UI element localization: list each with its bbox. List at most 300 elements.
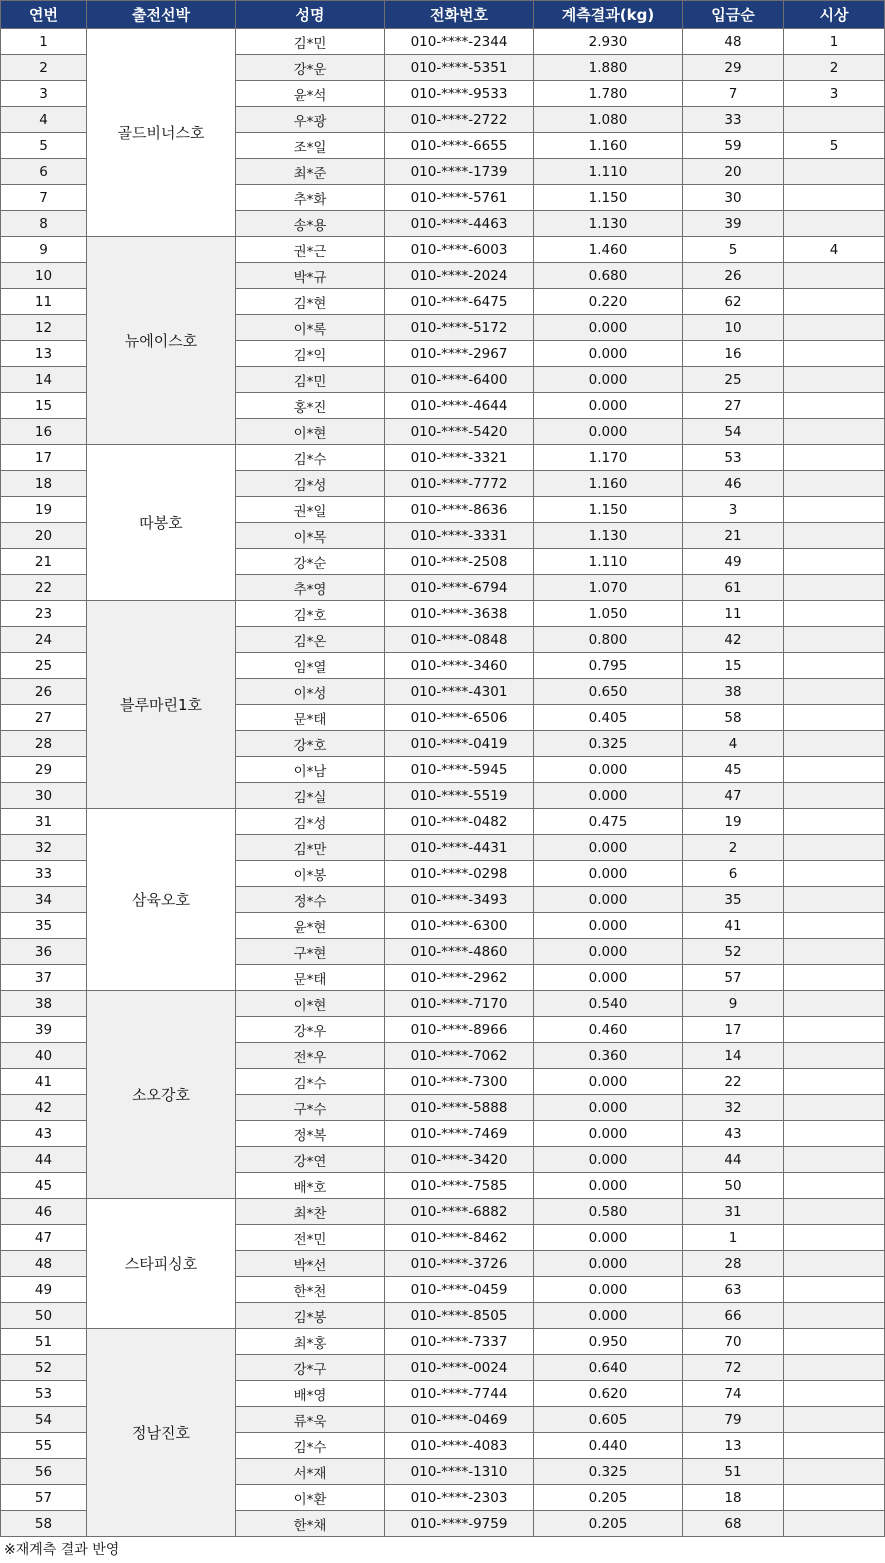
cell-weight: 0.000	[534, 315, 683, 341]
cell-no: 4	[1, 107, 87, 133]
cell-award	[784, 419, 885, 445]
cell-deposit-order: 54	[683, 419, 784, 445]
cell-weight: 0.220	[534, 289, 683, 315]
cell-weight: 0.800	[534, 627, 683, 653]
cell-deposit-order: 66	[683, 1303, 784, 1329]
cell-phone: 010-****-3726	[385, 1251, 534, 1277]
header-deposit-order: 입금순	[683, 1, 784, 29]
cell-award	[784, 1381, 885, 1407]
cell-no: 55	[1, 1433, 87, 1459]
cell-no: 9	[1, 237, 87, 263]
cell-no: 41	[1, 1069, 87, 1095]
cell-phone: 010-****-4644	[385, 393, 534, 419]
cell-no: 56	[1, 1459, 87, 1485]
cell-award	[784, 991, 885, 1017]
cell-award	[784, 185, 885, 211]
cell-weight: 1.780	[534, 81, 683, 107]
cell-no: 21	[1, 549, 87, 575]
cell-phone: 010-****-0298	[385, 861, 534, 887]
cell-name: 배*영	[236, 1381, 385, 1407]
cell-deposit-order: 35	[683, 887, 784, 913]
cell-award	[784, 731, 885, 757]
cell-no: 5	[1, 133, 87, 159]
cell-award	[784, 601, 885, 627]
cell-award	[784, 445, 885, 471]
cell-no: 58	[1, 1511, 87, 1537]
cell-weight: 0.680	[534, 263, 683, 289]
cell-phone: 010-****-0469	[385, 1407, 534, 1433]
cell-award	[784, 263, 885, 289]
cell-phone: 010-****-3321	[385, 445, 534, 471]
cell-award	[784, 523, 885, 549]
cell-phone: 010-****-2967	[385, 341, 534, 367]
cell-phone: 010-****-2344	[385, 29, 534, 55]
cell-weight: 0.000	[534, 887, 683, 913]
cell-name: 김*현	[236, 289, 385, 315]
cell-deposit-order: 15	[683, 653, 784, 679]
cell-phone: 010-****-7772	[385, 471, 534, 497]
cell-award: 2	[784, 55, 885, 81]
cell-name: 송*용	[236, 211, 385, 237]
cell-name: 이*환	[236, 1485, 385, 1511]
cell-phone: 010-****-0848	[385, 627, 534, 653]
cell-no: 39	[1, 1017, 87, 1043]
cell-name: 임*열	[236, 653, 385, 679]
cell-name: 김*민	[236, 367, 385, 393]
cell-name: 강*호	[236, 731, 385, 757]
cell-name: 문*태	[236, 965, 385, 991]
cell-no: 27	[1, 705, 87, 731]
cell-no: 13	[1, 341, 87, 367]
cell-phone: 010-****-6794	[385, 575, 534, 601]
cell-deposit-order: 33	[683, 107, 784, 133]
cell-weight: 0.000	[534, 1303, 683, 1329]
cell-award	[784, 965, 885, 991]
cell-deposit-order: 79	[683, 1407, 784, 1433]
cell-name: 권*근	[236, 237, 385, 263]
cell-name: 김*성	[236, 809, 385, 835]
cell-deposit-order: 59	[683, 133, 784, 159]
cell-deposit-order: 21	[683, 523, 784, 549]
cell-weight: 0.000	[534, 341, 683, 367]
header-award: 시상	[784, 1, 885, 29]
cell-deposit-order: 17	[683, 1017, 784, 1043]
boat-cell: 블루마린1호	[87, 601, 236, 809]
cell-award	[784, 1199, 885, 1225]
cell-name: 한*채	[236, 1511, 385, 1537]
cell-deposit-order: 30	[683, 185, 784, 211]
cell-deposit-order: 3	[683, 497, 784, 523]
cell-name: 배*호	[236, 1173, 385, 1199]
cell-phone: 010-****-5519	[385, 783, 534, 809]
cell-award	[784, 1147, 885, 1173]
cell-award	[784, 107, 885, 133]
cell-phone: 010-****-6400	[385, 367, 534, 393]
table-row	[1, 1199, 885, 1225]
cell-phone: 010-****-5172	[385, 315, 534, 341]
cell-weight: 1.050	[534, 601, 683, 627]
cell-phone: 010-****-4301	[385, 679, 534, 705]
cell-phone: 010-****-3493	[385, 887, 534, 913]
cell-phone: 010-****-6655	[385, 133, 534, 159]
cell-name: 박*선	[236, 1251, 385, 1277]
cell-weight: 0.000	[534, 835, 683, 861]
cell-deposit-order: 11	[683, 601, 784, 627]
cell-phone: 010-****-6300	[385, 913, 534, 939]
cell-name: 이*남	[236, 757, 385, 783]
cell-deposit-order: 18	[683, 1485, 784, 1511]
cell-phone: 010-****-0024	[385, 1355, 534, 1381]
cell-weight: 1.070	[534, 575, 683, 601]
cell-phone: 010-****-1310	[385, 1459, 534, 1485]
cell-award	[784, 549, 885, 575]
cell-award: 5	[784, 133, 885, 159]
cell-no: 23	[1, 601, 87, 627]
cell-phone: 010-****-7170	[385, 991, 534, 1017]
cell-deposit-order: 7	[683, 81, 784, 107]
cell-phone: 010-****-0482	[385, 809, 534, 835]
cell-name: 강*구	[236, 1355, 385, 1381]
cell-award	[784, 1121, 885, 1147]
cell-weight: 0.000	[534, 367, 683, 393]
cell-deposit-order: 53	[683, 445, 784, 471]
cell-weight: 1.160	[534, 471, 683, 497]
cell-weight: 0.000	[534, 1095, 683, 1121]
cell-phone: 010-****-3638	[385, 601, 534, 627]
cell-deposit-order: 41	[683, 913, 784, 939]
cell-weight: 1.170	[534, 445, 683, 471]
cell-phone: 010-****-2722	[385, 107, 534, 133]
cell-name: 박*규	[236, 263, 385, 289]
cell-phone: 010-****-4463	[385, 211, 534, 237]
cell-name: 최*찬	[236, 1199, 385, 1225]
cell-phone: 010-****-7469	[385, 1121, 534, 1147]
boat-cell: 스타피싱호	[87, 1199, 236, 1329]
cell-weight: 0.000	[534, 1121, 683, 1147]
cell-name: 김*민	[236, 29, 385, 55]
cell-name: 김*만	[236, 835, 385, 861]
cell-award: 3	[784, 81, 885, 107]
cell-weight: 1.080	[534, 107, 683, 133]
boat-cell: 정남진호	[87, 1329, 236, 1537]
cell-no: 20	[1, 523, 87, 549]
cell-deposit-order: 46	[683, 471, 784, 497]
cell-deposit-order: 74	[683, 1381, 784, 1407]
cell-no: 7	[1, 185, 87, 211]
cell-no: 49	[1, 1277, 87, 1303]
cell-name: 강*우	[236, 1017, 385, 1043]
boat-cell: 삼육오호	[87, 809, 236, 991]
boat-cell: 따봉호	[87, 445, 236, 601]
cell-deposit-order: 49	[683, 549, 784, 575]
cell-deposit-order: 13	[683, 1433, 784, 1459]
cell-weight: 0.000	[534, 1225, 683, 1251]
cell-award	[784, 653, 885, 679]
cell-no: 40	[1, 1043, 87, 1069]
cell-name: 강*순	[236, 549, 385, 575]
cell-deposit-order: 44	[683, 1147, 784, 1173]
cell-weight: 1.130	[534, 211, 683, 237]
cell-deposit-order: 28	[683, 1251, 784, 1277]
cell-deposit-order: 26	[683, 263, 784, 289]
cell-no: 45	[1, 1173, 87, 1199]
cell-weight: 0.325	[534, 731, 683, 757]
boat-cell: 골드비너스호	[87, 29, 236, 237]
cell-name: 권*일	[236, 497, 385, 523]
cell-weight: 0.580	[534, 1199, 683, 1225]
cell-weight: 0.000	[534, 393, 683, 419]
cell-award	[784, 757, 885, 783]
cell-phone: 010-****-4083	[385, 1433, 534, 1459]
cell-weight: 1.110	[534, 159, 683, 185]
cell-deposit-order: 32	[683, 1095, 784, 1121]
cell-no: 31	[1, 809, 87, 835]
cell-weight: 0.000	[534, 1147, 683, 1173]
footnote: ※재계측 결과 반영	[4, 1542, 120, 1558]
cell-weight: 0.950	[534, 1329, 683, 1355]
cell-no: 26	[1, 679, 87, 705]
cell-deposit-order: 20	[683, 159, 784, 185]
cell-award	[784, 1225, 885, 1251]
cell-deposit-order: 14	[683, 1043, 784, 1069]
cell-phone: 010-****-0419	[385, 731, 534, 757]
cell-phone: 010-****-8636	[385, 497, 534, 523]
cell-phone: 010-****-2962	[385, 965, 534, 991]
cell-name: 이*현	[236, 419, 385, 445]
cell-award	[784, 393, 885, 419]
cell-weight: 0.000	[534, 913, 683, 939]
cell-phone: 010-****-9759	[385, 1511, 534, 1537]
cell-weight: 0.640	[534, 1355, 683, 1381]
cell-name: 김*봉	[236, 1303, 385, 1329]
cell-deposit-order: 10	[683, 315, 784, 341]
cell-deposit-order: 6	[683, 861, 784, 887]
cell-no: 38	[1, 991, 87, 1017]
cell-phone: 010-****-6882	[385, 1199, 534, 1225]
cell-no: 17	[1, 445, 87, 471]
cell-name: 류*욱	[236, 1407, 385, 1433]
cell-award	[784, 1511, 885, 1537]
cell-name: 이*현	[236, 991, 385, 1017]
header-boat: 출전선박	[87, 1, 236, 29]
cell-name: 한*천	[236, 1277, 385, 1303]
cell-name: 조*일	[236, 133, 385, 159]
cell-name: 전*민	[236, 1225, 385, 1251]
cell-award	[784, 1017, 885, 1043]
cell-phone: 010-****-3420	[385, 1147, 534, 1173]
cell-award	[784, 679, 885, 705]
cell-no: 43	[1, 1121, 87, 1147]
cell-weight: 0.460	[534, 1017, 683, 1043]
cell-phone: 010-****-9533	[385, 81, 534, 107]
boat-cell: 소오강호	[87, 991, 236, 1199]
cell-award	[784, 471, 885, 497]
cell-no: 18	[1, 471, 87, 497]
cell-award	[784, 1407, 885, 1433]
cell-no: 25	[1, 653, 87, 679]
cell-phone: 010-****-2303	[385, 1485, 534, 1511]
cell-no: 22	[1, 575, 87, 601]
table-row	[1, 601, 885, 627]
cell-phone: 010-****-4860	[385, 939, 534, 965]
cell-name: 김*수	[236, 445, 385, 471]
cell-name: 구*현	[236, 939, 385, 965]
cell-no: 6	[1, 159, 87, 185]
cell-weight: 0.440	[534, 1433, 683, 1459]
cell-deposit-order: 39	[683, 211, 784, 237]
cell-award	[784, 939, 885, 965]
cell-no: 24	[1, 627, 87, 653]
cell-phone: 010-****-8966	[385, 1017, 534, 1043]
cell-weight: 0.000	[534, 419, 683, 445]
cell-no: 47	[1, 1225, 87, 1251]
cell-award	[784, 289, 885, 315]
table-row	[1, 29, 885, 55]
cell-deposit-order: 38	[683, 679, 784, 705]
cell-award	[784, 211, 885, 237]
cell-no: 51	[1, 1329, 87, 1355]
cell-award: 4	[784, 237, 885, 263]
cell-name: 서*재	[236, 1459, 385, 1485]
cell-deposit-order: 29	[683, 55, 784, 81]
cell-weight: 0.000	[534, 861, 683, 887]
cell-name: 김*성	[236, 471, 385, 497]
cell-weight: 1.460	[534, 237, 683, 263]
cell-award	[784, 1329, 885, 1355]
cell-name: 김*호	[236, 601, 385, 627]
cell-deposit-order: 27	[683, 393, 784, 419]
cell-deposit-order: 50	[683, 1173, 784, 1199]
cell-name: 김*실	[236, 783, 385, 809]
cell-award	[784, 627, 885, 653]
cell-name: 최*준	[236, 159, 385, 185]
cell-award: 1	[784, 29, 885, 55]
cell-deposit-order: 42	[683, 627, 784, 653]
table-row	[1, 237, 885, 263]
cell-no: 57	[1, 1485, 87, 1511]
header-no: 연번	[1, 1, 87, 29]
cell-no: 14	[1, 367, 87, 393]
cell-award	[784, 159, 885, 185]
cell-weight: 0.205	[534, 1511, 683, 1537]
cell-weight: 0.540	[534, 991, 683, 1017]
cell-no: 48	[1, 1251, 87, 1277]
cell-phone: 010-****-5888	[385, 1095, 534, 1121]
cell-deposit-order: 51	[683, 1459, 784, 1485]
cell-deposit-order: 43	[683, 1121, 784, 1147]
cell-deposit-order: 19	[683, 809, 784, 835]
cell-deposit-order: 16	[683, 341, 784, 367]
cell-deposit-order: 22	[683, 1069, 784, 1095]
cell-weight: 0.000	[534, 1069, 683, 1095]
cell-weight: 0.000	[534, 757, 683, 783]
cell-no: 29	[1, 757, 87, 783]
cell-award	[784, 783, 885, 809]
cell-weight: 0.000	[534, 1251, 683, 1277]
cell-award	[784, 497, 885, 523]
cell-deposit-order: 25	[683, 367, 784, 393]
cell-award	[784, 1277, 885, 1303]
cell-award	[784, 861, 885, 887]
boat-cell: 뉴에이스호	[87, 237, 236, 445]
table-row	[1, 445, 885, 471]
cell-deposit-order: 68	[683, 1511, 784, 1537]
cell-name: 전*우	[236, 1043, 385, 1069]
cell-deposit-order: 48	[683, 29, 784, 55]
cell-name: 강*연	[236, 1147, 385, 1173]
cell-weight: 2.930	[534, 29, 683, 55]
cell-no: 3	[1, 81, 87, 107]
cell-weight: 0.605	[534, 1407, 683, 1433]
cell-no: 11	[1, 289, 87, 315]
cell-deposit-order: 62	[683, 289, 784, 315]
cell-name: 우*광	[236, 107, 385, 133]
cell-weight: 0.795	[534, 653, 683, 679]
cell-weight: 0.325	[534, 1459, 683, 1485]
cell-weight: 0.205	[534, 1485, 683, 1511]
cell-award	[784, 1459, 885, 1485]
cell-no: 34	[1, 887, 87, 913]
cell-award	[784, 1251, 885, 1277]
cell-weight: 0.000	[534, 1173, 683, 1199]
cell-deposit-order: 58	[683, 705, 784, 731]
cell-no: 50	[1, 1303, 87, 1329]
cell-deposit-order: 5	[683, 237, 784, 263]
cell-weight: 0.000	[534, 783, 683, 809]
cell-phone: 010-****-3460	[385, 653, 534, 679]
cell-award	[784, 913, 885, 939]
cell-no: 44	[1, 1147, 87, 1173]
header-weight: 계측결과(kg)	[534, 1, 683, 29]
cell-award	[784, 575, 885, 601]
cell-name: 문*태	[236, 705, 385, 731]
cell-phone: 010-****-4431	[385, 835, 534, 861]
cell-weight: 1.110	[534, 549, 683, 575]
cell-deposit-order: 47	[683, 783, 784, 809]
header-row	[1, 1, 885, 29]
cell-no: 33	[1, 861, 87, 887]
cell-no: 16	[1, 419, 87, 445]
cell-name: 김*수	[236, 1433, 385, 1459]
cell-phone: 010-****-6475	[385, 289, 534, 315]
cell-weight: 0.475	[534, 809, 683, 835]
cell-award	[784, 1173, 885, 1199]
cell-deposit-order: 9	[683, 991, 784, 1017]
cell-no: 52	[1, 1355, 87, 1381]
cell-award	[784, 341, 885, 367]
cell-award	[784, 1485, 885, 1511]
cell-no: 1	[1, 29, 87, 55]
cell-weight: 0.000	[534, 965, 683, 991]
cell-name: 최*홍	[236, 1329, 385, 1355]
cell-name: 추*화	[236, 185, 385, 211]
cell-deposit-order: 52	[683, 939, 784, 965]
cell-phone: 010-****-5945	[385, 757, 534, 783]
cell-award	[784, 1043, 885, 1069]
cell-weight: 0.405	[534, 705, 683, 731]
cell-phone: 010-****-7300	[385, 1069, 534, 1095]
cell-deposit-order: 4	[683, 731, 784, 757]
cell-deposit-order: 72	[683, 1355, 784, 1381]
cell-phone: 010-****-6003	[385, 237, 534, 263]
cell-award	[784, 835, 885, 861]
cell-weight: 1.880	[534, 55, 683, 81]
cell-no: 8	[1, 211, 87, 237]
cell-award	[784, 887, 885, 913]
cell-weight: 1.150	[534, 185, 683, 211]
cell-phone: 010-****-5761	[385, 185, 534, 211]
cell-name: 이*봉	[236, 861, 385, 887]
